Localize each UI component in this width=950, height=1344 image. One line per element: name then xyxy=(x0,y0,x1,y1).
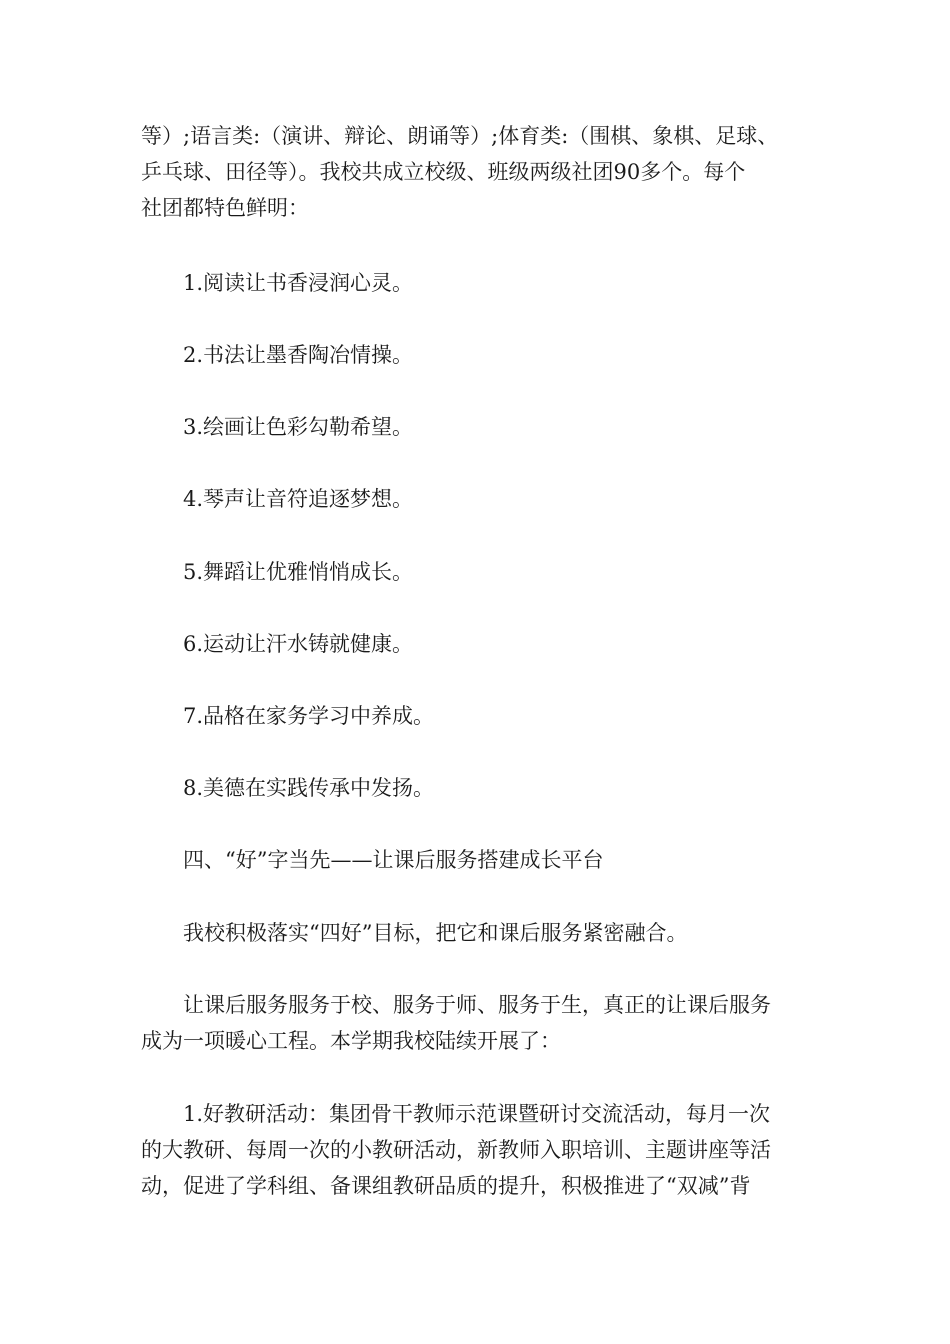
service-line: 让课后服务服务于校、服务于师、服务于生，真正的让课后服务 xyxy=(183,993,771,1017)
intro-line: 社团都特色鲜明： xyxy=(141,196,309,220)
intro-paragraph xyxy=(141,118,831,226)
club-item-6: 6.运动让汗水铸就健康。 xyxy=(183,632,414,656)
club-item-7: 7.品格在家务学习中养成。 xyxy=(183,704,435,728)
activity-line: 动，促进了学科组、备课组教研品质的提升，积极推进了“双减”背 xyxy=(141,1174,751,1198)
activity-line: 1.好教研活动：集团骨干教师示范课暨研讨交流活动，每月一次 xyxy=(183,1102,771,1126)
intro-line: 乒乓球、田径等）。我校共成立校级、班级两级社团90多个。每个 xyxy=(141,160,746,184)
activity-paragraph xyxy=(141,1096,831,1204)
club-item-3: 3.绘画让色彩勾勒希望。 xyxy=(183,415,414,439)
club-item-1: 1.阅读让书香浸润心灵。 xyxy=(183,271,414,295)
club-item-5: 5.舞蹈让优雅悄悄成长。 xyxy=(183,560,414,584)
club-item-4: 4.琴声让音符追逐梦想。 xyxy=(183,487,414,511)
club-item-8: 8.美德在实践传承中发扬。 xyxy=(183,776,435,800)
service-paragraph xyxy=(141,987,831,1059)
club-item-2: 2.书法让墨香陶冶情操。 xyxy=(183,343,414,367)
section-heading: 四、“好”字当先——让课后服务搭建成长平台 xyxy=(183,848,604,872)
service-line: 成为一项暖心工程。本学期我校陆续开展了： xyxy=(141,1029,561,1053)
goal-paragraph: 我校积极落实“四好”目标，把它和课后服务紧密融合。 xyxy=(183,921,688,945)
activity-line: 的大教研、每周一次的小教研活动，新教师入职培训、主题讲座等活 xyxy=(141,1138,771,1162)
intro-line: 等）;语言类:（演讲、辩论、朗诵等）;体育类:（围棋、象棋、足球、 xyxy=(141,124,779,148)
